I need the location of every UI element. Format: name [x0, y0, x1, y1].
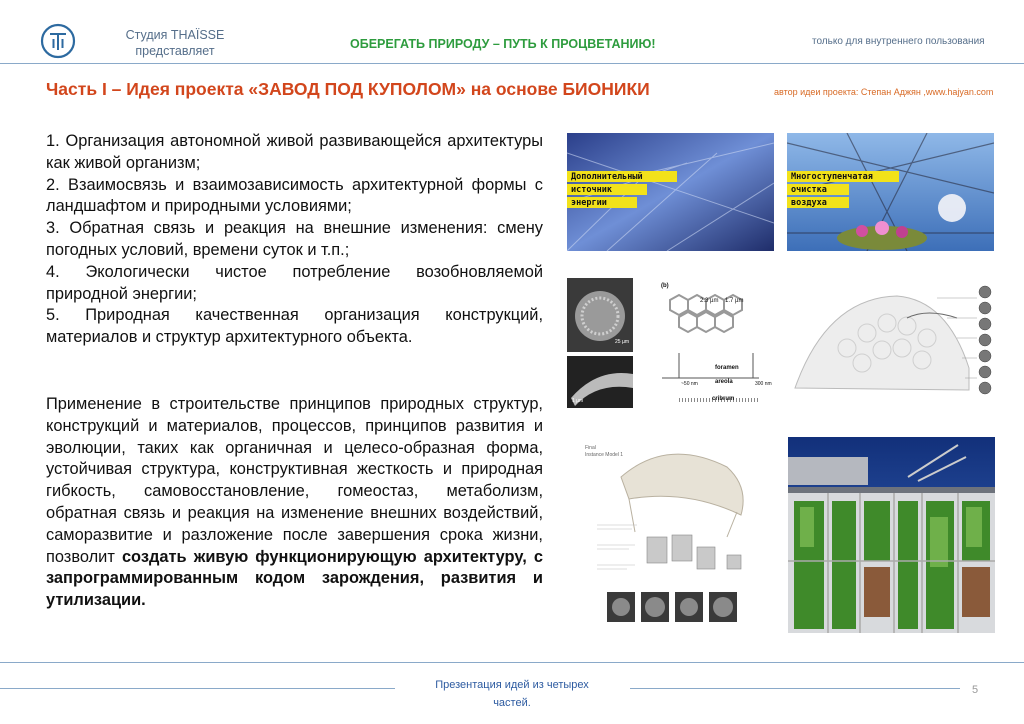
photo-green-facade — [788, 437, 995, 633]
list-item: 1. Организация автономной живой развивающейся архитектуры как живой организм; — [46, 132, 543, 172]
measure-label: 2.3 µm — [700, 298, 719, 304]
figure-final-model — [577, 437, 772, 637]
diagram-label-areola: areola — [715, 379, 733, 385]
photo-energy-dome — [567, 133, 774, 251]
page-number: 5 — [972, 684, 979, 696]
paragraph-bold: создать живую функционирующую архитектуру, с запрограммированным кодом зарождения, развития и утилизации. — [46, 547, 543, 610]
studio-presents: представляет — [135, 44, 215, 58]
header-divider — [0, 63, 1024, 64]
measure-label: ~50 nm — [681, 381, 698, 387]
model-title-line: Instance Model 1 — [585, 452, 624, 458]
page-title: Часть I – Идея проекта «ЗАВОД ПОД КУПОЛОМ» на основе БИОНИКИ — [46, 79, 650, 99]
photo-air-dome — [787, 133, 994, 251]
motto: ОБЕРЕГАТЬ ПРИРОДУ – ПУТЬ К ПРОЦВЕТАНИЮ! — [350, 37, 656, 51]
paragraph-text: Применение в строительстве принципов природных структур, конструкций и материалов, процессов, принципов развития и эволюции, таких как органичная и целесо-образная форма, устойчивая структура, конструктивная жесткость и природная гибкость, самовосстановление, гомеостаз, метаболизм, обратная связь и реакция на изменение внешних воздействий, саморазвитие и разложение после завершения срока жизни, позволит — [46, 394, 543, 566]
measure-label: 300 nm — [755, 381, 772, 387]
footer-caption — [402, 676, 622, 712]
list-item: 5. Природная качественная организация конструкций, материалов и структур архитектурного объекта. — [46, 306, 543, 347]
panel-label: (b) — [661, 283, 669, 289]
figure-diatom-structure — [567, 278, 772, 408]
render-cellular-dome — [787, 278, 997, 408]
banner-line: воздуха — [791, 198, 827, 208]
diagram-label-cribrum: cribrum — [712, 396, 735, 402]
footer-rule-left — [0, 688, 395, 689]
studio-logo — [40, 23, 76, 59]
banner-line: очистка — [791, 185, 827, 195]
footer-divider — [0, 662, 1024, 663]
footer-rule-right — [630, 688, 960, 689]
banner-line: энергии — [571, 198, 607, 208]
list-item: 4. Экологически чистое потребление возобновляемой природной энергии; — [46, 262, 543, 303]
banner-line: Дополнительный — [571, 172, 643, 182]
measure-label: 1.7 µm — [725, 298, 744, 304]
list-item: 2. Взаимосвязь и взаимозависимость архитектурной формы с ландшафтом и природными условиями; — [46, 175, 543, 216]
main-text — [46, 131, 543, 612]
model-title-line: Final — [585, 445, 596, 451]
internal-use-note: только для внутреннего пользования — [812, 36, 985, 47]
model-title — [585, 445, 623, 459]
author-note: автор идеи проекта: Степан Аджян ,www.hajyan.com — [774, 87, 994, 97]
studio-name: Студия THAÏSSE — [125, 28, 225, 42]
scale-label: 1 µm — [572, 398, 584, 404]
list-item: 3. Обратная связь и реакция на внешние изменения: смену погодных условий, времени суток и т.п.; — [46, 219, 543, 259]
banner-line: Многоступенчатая — [791, 172, 873, 182]
description-paragraph — [46, 394, 543, 612]
studio-caption — [120, 27, 230, 59]
principles-list — [46, 131, 543, 349]
scale-label: 25 µm — [615, 339, 629, 345]
footer-line: Презентация идей из четырех — [435, 679, 589, 691]
diagram-label-foramen: foramen — [715, 365, 739, 371]
footer-line: частей. — [493, 697, 531, 709]
banner-line: источник — [571, 185, 612, 195]
